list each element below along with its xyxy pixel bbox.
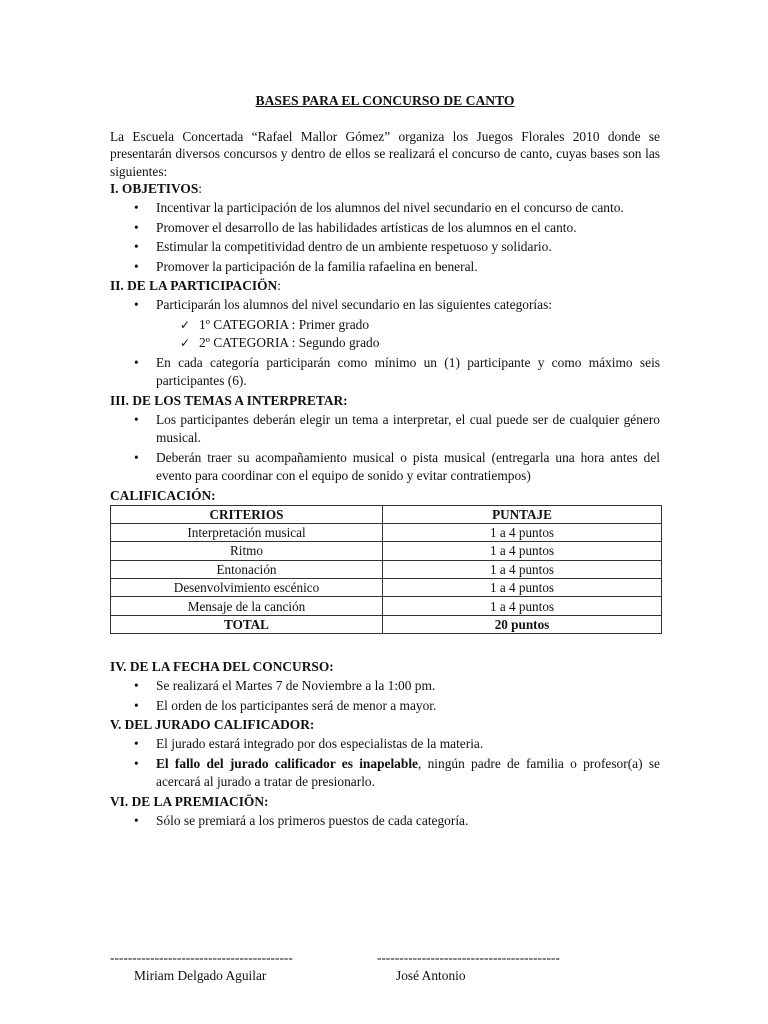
bullet-icon: • [134,411,139,427]
premiacion-list [110,812,660,831]
list-item [110,238,660,257]
list-item [110,697,660,716]
signature-line: ----------------------------------------- [110,950,293,965]
signature-line: ----------------------------------------- [377,950,560,965]
section-temas-heading: III. DE LOS TEMAS A INTERPRETAR: [110,392,348,408]
section-jurado-heading: V. DEL JURADO CALIFICADOR: [110,717,315,733]
list-item [110,219,660,238]
table-cell: 1 a 4 puntos [383,579,662,597]
list-item [110,258,660,277]
document-title: BASES PARA EL CONCURSO DE CANTO [255,93,515,108]
signature-right [377,950,560,986]
categories-list [110,316,660,353]
list-item [110,812,660,831]
list-item-text: Se realizará el Martes 7 de Noviembre a la 1:00 pm. [156,678,436,694]
section-participacion-title: II. DE LA PARTICIPACIÖN [110,278,278,293]
bullet-icon: • [134,812,139,828]
table-cell: 1 a 4 puntos [383,597,662,615]
signature-left [110,950,293,986]
category-text: 1º CATEGORIA : Primer grado [199,316,370,332]
section-participacion-heading: II. DE LA PARTICIPACIÖN: [110,278,281,293]
checkmark-icon: ✓ [180,317,191,332]
list-item [110,199,660,218]
table-cell: 1 a 4 puntos [383,542,662,560]
column-header-criterios: CRITERIOS [111,505,383,523]
list-item [110,755,660,792]
table-cell: Ritmo [111,542,383,560]
bullet-icon: • [134,258,139,274]
list-item [110,735,660,754]
bullet-icon: • [134,755,139,771]
table-row [111,597,662,615]
checkmark-icon: ✓ [180,336,191,350]
bullet-icon: • [134,678,139,694]
list-item-text: , ningún padre de familia o profesor(a) se acercará al jurado a tratar de presionarlo. [156,755,660,790]
bullet-icon: • [134,200,139,215]
objetivos-list [110,199,660,276]
category-text: 2º CATEGORIA : Segundo grado [199,335,380,350]
jurado-list [110,735,660,792]
table-row [111,542,662,560]
temas-list [110,411,660,486]
section-calificacion-heading: CALIFICACIÓN: [110,487,216,503]
list-item [110,411,660,448]
table-cell: 1 a 4 puntos [383,523,662,541]
table-row [111,560,662,578]
list-item-text: Promover la participación de la familia rafaelina en beneral. [156,258,478,274]
section-fecha-heading: IV. DE LA FECHA DEL CONCURSO: [110,659,334,675]
category-item [110,334,660,353]
list-item-text: Estimular la competitividad dentro de un ambiente respetuoso y solidario. [156,239,552,254]
bullet-icon: • [134,697,139,713]
list-item [110,449,660,486]
column-header-puntaje: PUNTAJE [383,505,662,523]
bullet-icon: • [134,239,139,254]
list-item-text: Participarán los alumnos del nivel secundario en las siguientes categorías: [156,297,553,312]
signature-name-left: Miriam Delgado Aguilar [134,968,267,983]
bullet-icon: • [134,297,139,312]
list-item-bold-text: El fallo del jurado calificador es inapelable [156,755,418,771]
table-total-row [111,615,662,633]
table-cell: Interpretación musical [111,523,383,541]
category-item [110,316,660,335]
table-row [111,523,662,541]
participacion-list [110,296,660,315]
list-item [110,296,660,315]
list-item-text: Los participantes deberán elegir un tema a interpretar, el cual puede ser de cualquier género musical. [156,411,660,445]
list-item [110,354,660,391]
document-page [110,92,660,831]
signature-name-right: José Antonio [396,968,466,983]
table-cell: Entonación [111,560,383,578]
table-row [111,579,662,597]
list-item-text: El jurado estará integrado por dos especialistas de la materia. [156,736,484,752]
bullet-icon: • [134,736,139,752]
table-cell: 1 a 4 puntos [383,560,662,578]
table-cell: Desenvolvimiento escénico [111,579,383,597]
list-item [110,677,660,696]
section-premiacion-heading: VI. DE LA PREMIACIÖN: [110,793,269,809]
section-objetivos-title: I. OBJETIVOS [110,181,199,196]
list-item-text: En cada categoría participarán como mínimo un (1) participante y como máximo seis participantes (6). [156,354,660,388]
participacion-list-2 [110,354,660,391]
table-cell: Mensaje de la canción [111,597,383,615]
bullet-icon: • [134,219,139,235]
table-header-row [111,505,662,523]
list-item-text: Sólo se premiará a los primeros puestos de cada categoría. [156,812,469,828]
bullet-icon: • [134,354,139,370]
bullet-icon: • [134,449,139,465]
fecha-list [110,677,660,715]
list-item-text: El orden de los participantes será de menor a mayor. [156,697,437,713]
list-item-text: Incentivar la participación de los alumnos del nivel secundario en el concurso de canto. [156,200,624,215]
total-value: 20 puntos [383,615,662,633]
scoring-table [110,505,662,635]
section-objetivos-heading: I. OBJETIVOS: [110,181,203,196]
total-label: TOTAL [111,615,383,633]
list-item-text: Promover el desarrollo de las habilidades artísticas de los alumnos en el canto. [156,219,577,235]
list-item-text: Deberán traer su acompañamiento musical o pista musical (entregarla una hora antes del evento para coordinar con el equipo de sonido y evitar contratiempos) [156,449,660,483]
intro-paragraph: La Escuela Concertada “Rafael Mallor Gómez” organiza los Juegos Florales 2010 donde se presentarán diversos concursos y dentro de ellos se realizará el concurso de canto, cuyas bases son las siguientes: [110,128,660,179]
